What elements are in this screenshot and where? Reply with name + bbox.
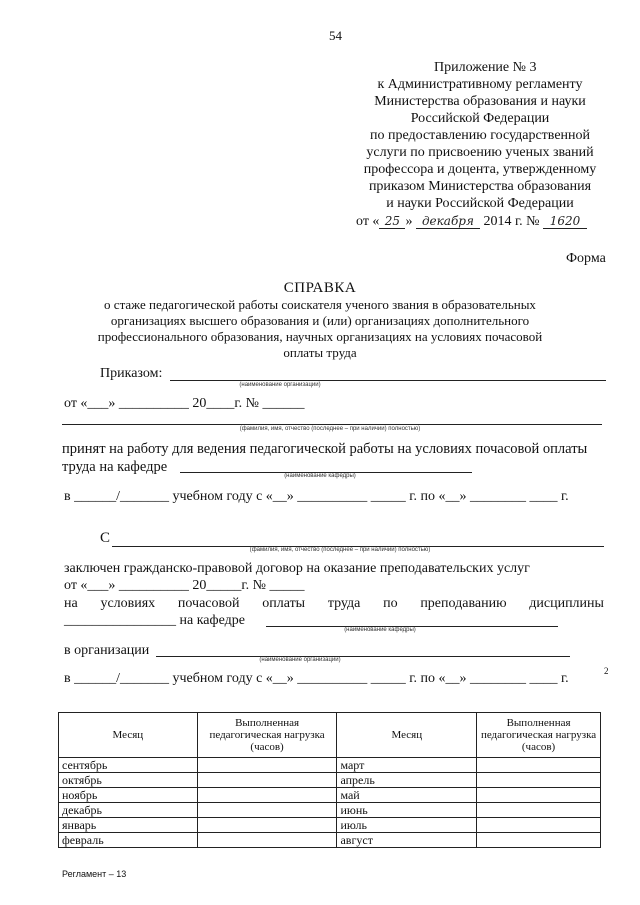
caption-org-2: (наименование организации) (259, 657, 341, 663)
hours-cell[interactable] (477, 758, 601, 773)
order-date-line: от «___» __________ 20____г. № ______ (64, 396, 305, 411)
date-day-close: » (405, 214, 413, 229)
order-number: 1620 (543, 214, 587, 229)
month-cell: сентябрь (59, 758, 198, 773)
hours-cell[interactable] (477, 773, 601, 788)
form-label: Форма (566, 251, 606, 266)
appendix-line: Российской Федерации (410, 111, 550, 126)
year-line-2: в ______/_______ учебном году с «__» __________ _____ г. по «__» ________ ____ г. (64, 671, 569, 686)
caption-fio-2: (фамилия, имя, отчество (последнее – при наличии) полностью) (249, 547, 431, 553)
appendix-line: услуги по присвоению ученых званий (366, 145, 594, 160)
col-header-hours: Выполненная педагогическая нагрузка (часов) (197, 713, 337, 758)
page-number: 54 (329, 28, 342, 43)
order-org-line (170, 380, 606, 381)
org-label: в организации (64, 643, 150, 658)
subtitle-line: профессионального образования, научных организациях на условиях почасовой (97, 329, 543, 344)
cond-word: дисциплины (529, 596, 604, 611)
subtitle-line: организациях высшего образования и (или) организациях дополнительного (110, 313, 530, 328)
footnote-mark: 2 (604, 666, 609, 676)
month-cell: декабрь (59, 803, 198, 818)
month-cell: ноябрь (59, 788, 198, 803)
month-cell: январь (59, 818, 198, 833)
conditions-line (64, 596, 604, 612)
subtitle-line: оплаты труда (283, 345, 357, 360)
document-title: СПРАВКА (283, 280, 357, 296)
caption-fio: (фамилия, имя, отчество (последнее – при наличии) полностью) (239, 426, 421, 432)
col-header-hours: Выполненная педагогическая нагрузка (часов) (477, 713, 601, 758)
appendix-line: и науки Российской Федерации (386, 196, 574, 211)
month-cell: июль (337, 818, 477, 833)
hours-cell[interactable] (197, 818, 337, 833)
month-cell: апрель (337, 773, 477, 788)
month-cell: июнь (337, 803, 477, 818)
date-year-number: 2014 г. № (483, 214, 540, 229)
hours-cell[interactable] (477, 803, 601, 818)
month-cell: август (337, 833, 477, 848)
with-label: С (100, 530, 111, 546)
hours-cell[interactable] (477, 788, 601, 803)
col-header-month: Месяц (59, 713, 198, 758)
table-row (59, 803, 601, 818)
year-line-1: в ______/_______ учебном году с «__» __________ _____ г. по «__» ________ ____ г. (64, 489, 569, 504)
hired-text: принят на работу для ведения педагогической работы на условиях почасовой оплаты (62, 441, 588, 457)
caption-dept: (наименование кафедры) (284, 473, 356, 479)
hours-cell[interactable] (197, 833, 337, 848)
date-month: декабря (416, 214, 480, 229)
hours-cell[interactable] (197, 788, 337, 803)
month-cell: февраль (59, 833, 198, 848)
col-header-month: Месяц (337, 713, 477, 758)
hours-cell[interactable] (197, 773, 337, 788)
subtitle-line: о стаже педагогической работы соискателя ученого звания в образовательных (104, 297, 536, 312)
cond-word: оплаты (262, 596, 306, 611)
contract-text: заключен гражданско-правовой договор на оказание преподавательских услуг (64, 561, 530, 576)
cond-word: по (383, 596, 398, 611)
appendix-line: Министерства образования и науки (374, 94, 586, 109)
table-row (59, 833, 601, 848)
hours-cell[interactable] (197, 758, 337, 773)
table-row (59, 788, 601, 803)
dept-line-label: ________________ на кафедре (64, 613, 245, 628)
appendix-line: по предоставлению государственной (369, 128, 591, 143)
month-cell: октябрь (59, 773, 198, 788)
cond-word: условиях (100, 596, 156, 611)
table-row (59, 773, 601, 788)
fio-line (62, 424, 602, 425)
appendix-line: профессора и доцента, утвержденному (363, 162, 597, 177)
hours-cell[interactable] (197, 803, 337, 818)
date-prefix: от « (356, 214, 380, 229)
month-cell: март (337, 758, 477, 773)
footer-text: Регламент – 13 (62, 869, 127, 879)
cond-word: на (64, 596, 78, 611)
caption-dept-2: (наименование кафедры) (344, 627, 416, 633)
appendix-line: приказом Министерства образования (368, 179, 592, 194)
hours-cell[interactable] (477, 818, 601, 833)
cond-word: труда (327, 596, 361, 611)
contract-date: от «___» __________ 20_____г. № _____ (64, 578, 305, 593)
caption-org: (наименование организации) (239, 382, 321, 388)
hours-table (58, 712, 601, 848)
appendix-line: к Административному регламенту (377, 77, 583, 92)
table-header-row (59, 713, 601, 758)
appendix-date (356, 214, 587, 230)
table-row (59, 758, 601, 773)
table-row (59, 818, 601, 833)
appendix-title: Приложение № 3 (434, 60, 537, 75)
cond-word: преподаванию (420, 596, 507, 611)
order-label: Приказом: (100, 366, 163, 381)
cond-word: почасовой (177, 596, 240, 611)
month-cell: май (337, 788, 477, 803)
hired-dept-label: труда на кафедре (62, 459, 168, 475)
date-day: 25 (379, 214, 405, 229)
hours-cell[interactable] (477, 833, 601, 848)
